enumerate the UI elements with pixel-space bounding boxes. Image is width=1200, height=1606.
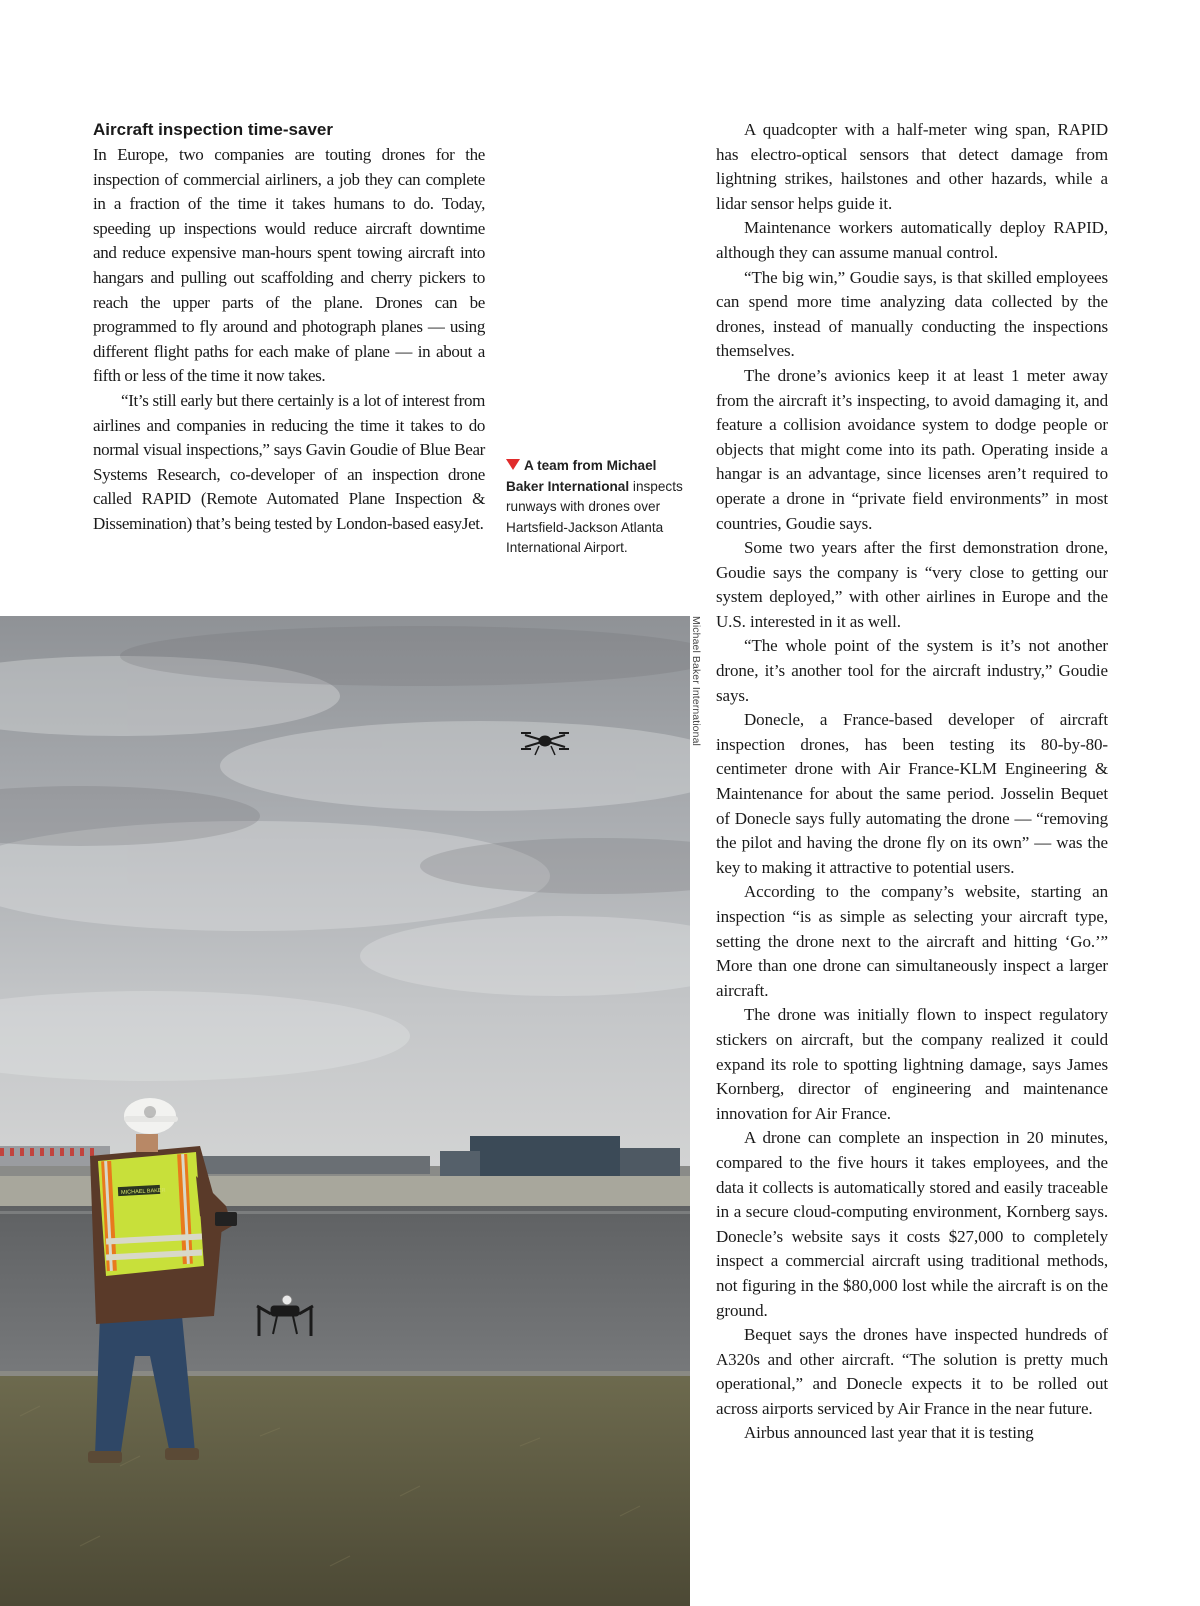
body-paragraph: According to the company’s website, starting an inspection “is as simple as selecting your aircraft type, setting the drone next to the aircraft and hitting ‘Go.’” More than one drone can simultaneously inspect a larger aircraft. xyxy=(716,882,1108,1000)
section-heading: Aircraft inspection time-saver xyxy=(93,120,333,139)
body-paragraph: Donecle, a France-based developer of aircraft inspection drones, has been testing its 80-by-80-centimeter drone with Air France-KLM Engineering & Maintenance for about the same period. Josselin Bequet of Donecle says fully automating the drone — “removing the pilot and having the drone fly on its own” — was the key to making it attractive to potential users. xyxy=(716,710,1108,877)
hangar xyxy=(470,1136,620,1176)
vest-label: MICHAEL BAKER xyxy=(120,1187,166,1196)
caption-text: inspects runways with drones over Hartsfield-Jackson Atlanta International Airport. xyxy=(506,478,683,555)
body-paragraph: The drone’s avionics keep it at least 1 meter away from the aircraft it’s inspecting, to avoid damaging it, and feature a collision avoidance system to dodge people or objects that might come into its path. Operating inside a hangar is an advantage, since licenses aren’t required to operate a drone in “private field environments” in most countries, Goudie says. xyxy=(716,365,1108,533)
body-paragraph: The drone was initially flown to inspect regulatory stickers on aircraft, but the company realized it could expand its role to spotting lightning damage, says James Kornberg, director of engineering and maintenance innovation for Air France. xyxy=(716,1005,1108,1123)
photo-credit: Michael Baker International xyxy=(690,616,702,746)
body-paragraph: Bequet says the drones have inspected hundreds of A320s and other aircraft. “The solution is pretty much operational,” and Donecle expects it to be rolled out across airports serviced by Air France in the near future. xyxy=(716,1325,1108,1418)
body-paragraph: Maintenance workers automatically deploy RAPID, although they can assume manual control. xyxy=(716,218,1108,262)
caption-lead: A team from Michael Baker International xyxy=(506,458,657,494)
photo-caption xyxy=(506,456,688,559)
body-paragraph: A quadcopter with a half-meter wing span, RAPID has electro-optical sensors that detect damage from lightning strikes, hailstones and other hazards, while a lidar sensor helps guide it. xyxy=(716,120,1108,213)
body-paragraph: “The big win,” Goudie says, is that skilled employees can spend more time analyzing data collected by the drones, instead of manually conducting the inspections themselves. xyxy=(716,267,1108,361)
body-paragraph: Airbus announced last year that it is testing xyxy=(744,1423,1034,1443)
runway-drone-photo xyxy=(0,616,690,1606)
body-paragraph: “The whole point of the system is it’s not another drone, it’s another tool for the aircraft industry,” Goudie says. xyxy=(716,636,1108,705)
left-column xyxy=(93,118,485,537)
body-paragraph: Some two years after the first demonstration drone, Goudie says the company is “very close to getting our system deployed,” with other airlines in Europe and the U.S. interested in it as well. xyxy=(716,538,1108,631)
caption-triangle-icon xyxy=(506,459,520,470)
body-paragraph: In Europe, two companies are touting drones for the inspection of commercial airliners, a job they can complete in a fraction of the time it takes humans to do. Today, speeding up inspections would reduce aircraft downtime and reduce expensive man-hours spent towing aircraft into hangars and pulling out scaffolding and cherry pickers to reach the upper parts of the plane. Drones can be programmed to fly around and photograph planes — using different flight paths for each make of plane — in about a fifth or less of the time it now takes. xyxy=(93,145,485,386)
body-paragraph: “It’s still early but there certainly is a lot of interest from airlines and companies in reducing the time it takes to do normal visual inspections,” says Gavin Goudie of Blue Bear Systems Research, co-developer of an inspection drone called RAPID (Remote Automated Plane Inspection & Dissemination) that’s being tested by London-based easyJet. xyxy=(93,390,485,533)
right-column xyxy=(716,118,1108,1446)
body-paragraph: A drone can complete an inspection in 20 minutes, compared to the five hours it takes employees, and the data it collects is automatically stored and easily traceable in a secure cloud-computing environment, Kornberg says. Donecle’s website says it costs $27,000 to completely inspect a commercial aircraft using traditional methods, not figuring in the $80,000 lost while the aircraft is on the ground. xyxy=(716,1128,1108,1320)
